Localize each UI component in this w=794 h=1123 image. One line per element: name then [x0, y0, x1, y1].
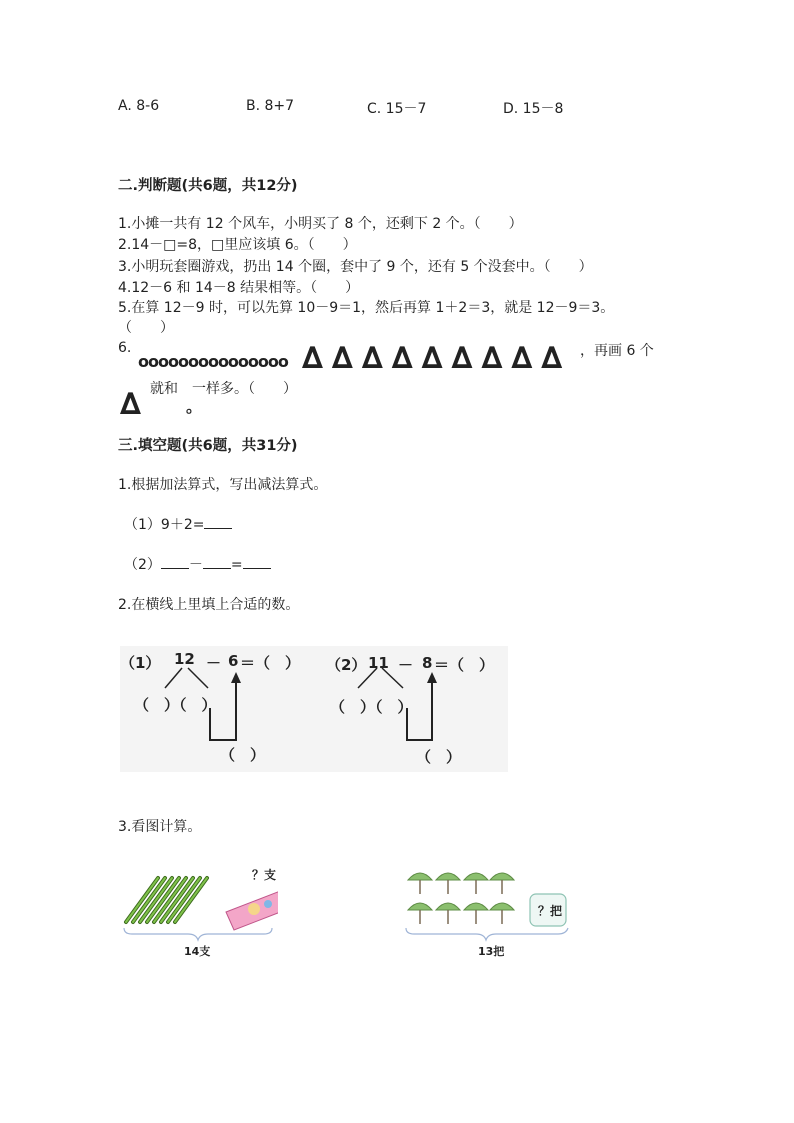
diagram-2-minuend: 11 [368, 654, 389, 672]
fill-question-3: 3.看图计算。 [118, 819, 202, 835]
answer-blank[interactable] [161, 554, 189, 569]
umbrella-question: ？把 [538, 904, 563, 918]
umbrella-icon [408, 903, 432, 924]
pencil-bundle [126, 878, 207, 922]
option-a: A. 8-6 [118, 98, 160, 114]
option-c: C. 15－7 [367, 101, 427, 117]
judge-question-1: 1.小摊一共有 12 个风车，小明买了 8 个，还剩下 2 个。（ ） [118, 216, 523, 232]
pencil-total: 14支 [184, 945, 211, 958]
section-3-title: 三.填空题(共6题，共31分) [118, 438, 298, 454]
equals-sign: = [230, 557, 243, 573]
diagram-1-result: ＝（ ） [240, 654, 301, 672]
triangle-icon: ∆ [481, 341, 503, 376]
fill-question-2: 2.在横线上里填上合适的数。 [118, 597, 300, 613]
diagram-2-split-blanks: （ ）（ ） [330, 698, 413, 716]
diagram-1-minuend: 12 [174, 650, 195, 668]
fill-question-1-2 [124, 554, 271, 574]
judge-question-3: 3.小明玩套圈游戏，扔出 14 个圈，套中了 9 个，还有 5 个没套中。（ ） [118, 259, 593, 275]
judge-question-5: 5.在算 12－9 时，可以先算 10－9＝1，然后再算 1＋2＝3，就是 12－9＝3。 [118, 300, 615, 316]
triangle-icon: ∆ [421, 341, 443, 376]
diagram-2-label: （2） [326, 656, 367, 674]
judge-question-4: 4.12－6 和 14－8 结果相等。（ ） [118, 280, 360, 296]
minus-sign: － [188, 557, 203, 573]
diagram-2-bottom-blank: （ ） [416, 748, 462, 766]
umbrella-icon [408, 873, 432, 894]
triangle-icon: ∆ [302, 341, 323, 376]
diagram-1-split-blanks: （ ）（ ） [134, 696, 217, 714]
umbrella-icon [464, 873, 488, 894]
circle-symbol: 。 [186, 397, 203, 416]
umbrella-icon [490, 873, 514, 894]
answer-blank[interactable] [243, 554, 271, 569]
option-d: D. 15－8 [503, 101, 564, 117]
subtraction-diagram [120, 646, 508, 772]
circle-row: ooooooooooooooo [138, 352, 288, 371]
fill-question-1-2-label: （2） [124, 557, 161, 573]
triangle-row [302, 341, 563, 376]
diagram-1-subtrahend: 6 [228, 652, 239, 670]
umbrella-icon [436, 873, 460, 894]
diagram-2-minus: － [398, 656, 414, 674]
triangle-icon: ∆ [331, 341, 353, 376]
judge-question-2: 2.14－□=8，□里应该填 6。（ ） [118, 237, 357, 253]
umbrella-total: 13把 [478, 945, 505, 958]
judge-question-6-number: 6. [118, 340, 132, 356]
pencil-question: ？支 [252, 868, 277, 882]
umbrella-icon [436, 903, 460, 924]
diagram-2-result: ＝（ ） [434, 656, 495, 674]
triangle-icon: ∆ [120, 387, 141, 422]
triangle-icon: ∆ [391, 341, 413, 376]
diagram-1-bottom-blank: （ ） [220, 746, 266, 764]
answer-blank[interactable] [204, 514, 232, 529]
fill-question-1-1 [124, 514, 232, 534]
triangle-icon: ∆ [361, 341, 383, 376]
option-b: B. 8+7 [246, 98, 295, 114]
diagram-1-label: （1） [120, 654, 161, 672]
judge-question-5-paren: （ ） [118, 320, 174, 336]
answer-blank[interactable] [203, 554, 231, 569]
triangle-icon: ∆ [451, 341, 473, 376]
fill-question-1-1-text: （1）9＋2= [124, 517, 205, 533]
judge-question-6-tail: ，再画 6 个 [580, 343, 654, 359]
section-2-title: 二.判断题(共6题，共12分) [118, 178, 298, 194]
umbrella-icon [490, 903, 514, 924]
fill-question-1: 1.根据加法算式，写出减法算式。 [118, 477, 328, 493]
pencil-case-icon [226, 888, 278, 930]
triangle-icon: ∆ [511, 341, 533, 376]
triangle-icon: ∆ [541, 341, 563, 376]
diagram-2-subtrahend: 8 [422, 654, 433, 672]
judge-question-6-line2: 就和 一样多。（ ） [150, 381, 297, 397]
umbrella-icon [464, 903, 488, 924]
diagram-1-minus: － [206, 654, 222, 672]
